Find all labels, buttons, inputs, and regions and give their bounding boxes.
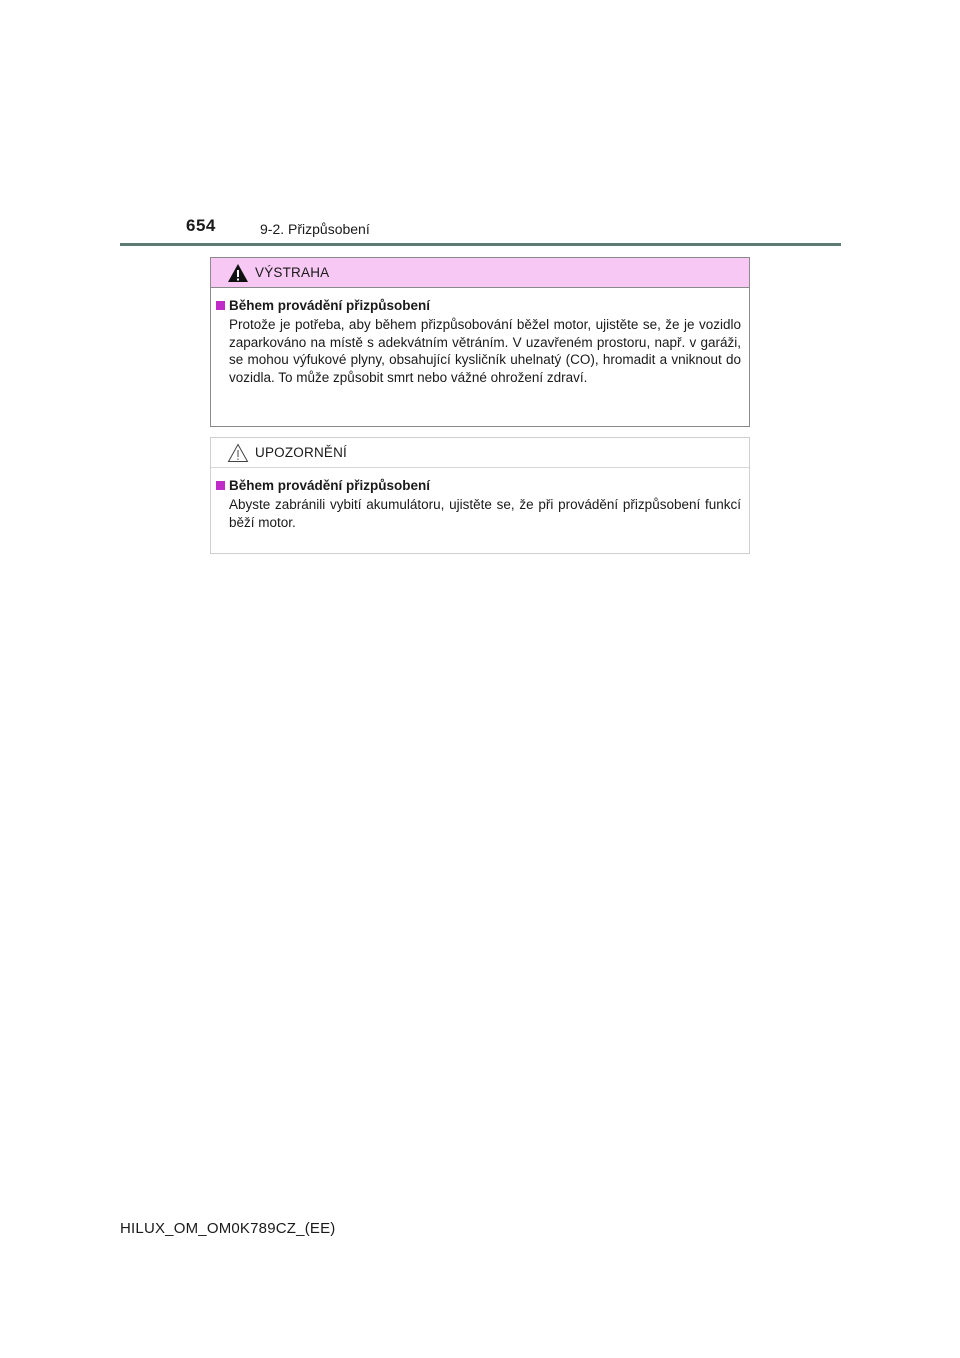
notice-item-title-text: Během provádění přizpůsobení <box>229 478 431 493</box>
notice-item-title <box>216 478 741 493</box>
section-title: 9-2. Přizpůsobení <box>260 221 370 237</box>
notice-item-text: Abyste zabránili vybití akumulátoru, ujistěte se, že při provádění přizpůsobení funkcí běží motor. <box>229 497 741 530</box>
warning-item-title <box>216 298 741 313</box>
warning-box-header <box>211 258 749 288</box>
warning-item-title-text: Během provádění přizpůsobení <box>229 298 431 313</box>
bullet-square-icon <box>216 301 225 310</box>
notice-box-header <box>211 438 749 468</box>
warning-box <box>210 257 750 427</box>
notice-label: UPOZORNĚNÍ <box>255 445 348 460</box>
page-number: 654 <box>186 216 216 235</box>
footer-doc-code: HILUX_OM_OM0K789CZ_(EE) <box>120 1220 336 1237</box>
warning-label: VÝSTRAHA <box>255 265 330 280</box>
warning-triangle-icon <box>227 263 249 283</box>
header-rule <box>120 243 841 246</box>
caution-triangle-outline-icon <box>227 443 249 463</box>
notice-box <box>210 437 750 554</box>
warning-item-text: Protože je potřeba, aby během přizpůsobování běžel motor, ujistěte se, že je vozidlo zaparkováno na místě s adekvátním větráním. V uzavřeném prostoru, např. v garáži, se mohou výfukové plyny, obsahující kysličník uhelnatý (CO), hromadit a vniknout do vozidla. To může způsobit smrt nebo vážné ohrožení zdraví. <box>229 317 741 385</box>
bullet-square-icon <box>216 481 225 490</box>
warning-body <box>211 288 749 386</box>
notice-body <box>211 468 749 531</box>
